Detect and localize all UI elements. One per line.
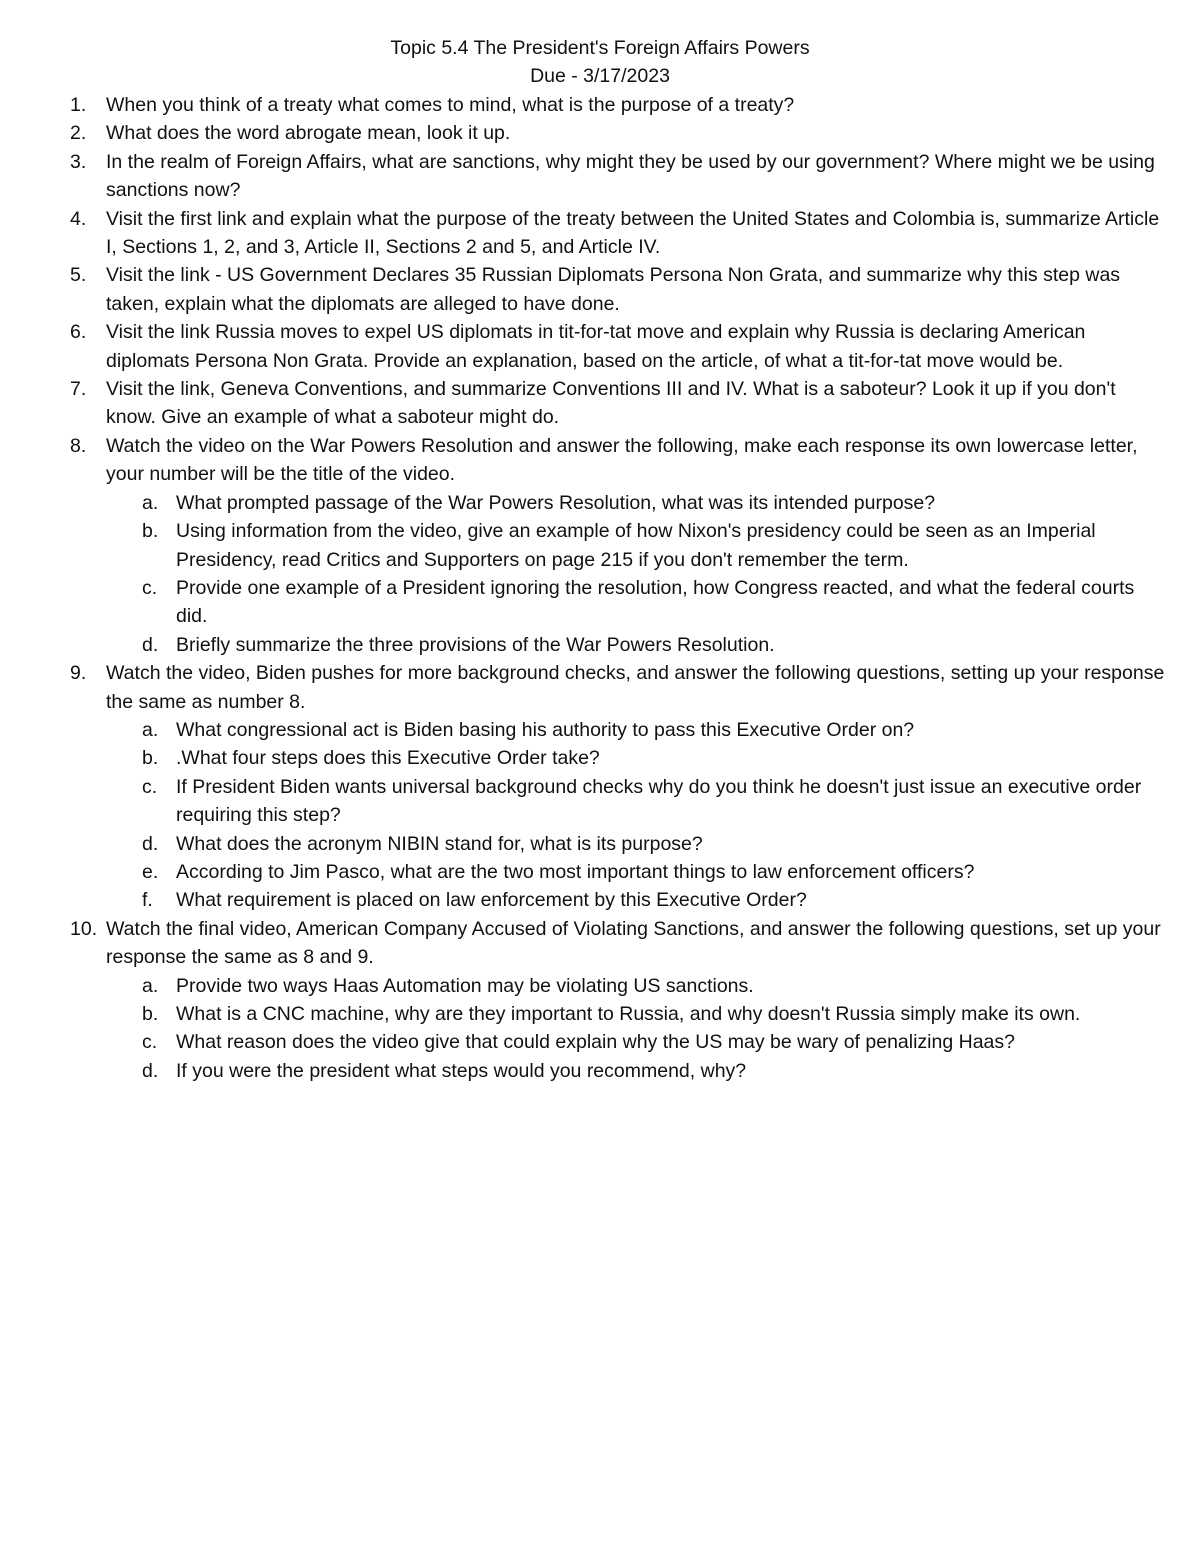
question-text: Watch the video on the War Powers Resolution and answer the following, make each response its own lowercase letter, your number will be the title of the video.	[106, 434, 1138, 486]
question-item	[0, 91, 1200, 119]
sub-question-item	[106, 858, 1166, 886]
sub-question-item	[106, 773, 1166, 830]
question-item	[0, 432, 1200, 659]
question-list	[0, 91, 1200, 1085]
sub-question-letter: c.	[142, 1031, 158, 1054]
due-date: Due - 3/17/2023	[530, 65, 670, 88]
sub-question-text: Provide two ways Haas Automation may be violating US sanctions.	[176, 974, 754, 997]
sub-question-letter: c.	[142, 576, 158, 599]
sub-question-list	[106, 489, 1166, 659]
sub-question-letter: d.	[142, 832, 159, 855]
question-item	[0, 659, 1200, 915]
sub-question-item	[106, 972, 1166, 1000]
sub-question-text: What reason does the video give that could explain why the US may be wary of penalizing Haas?	[176, 1031, 1015, 1054]
sub-question-text: Provide one example of a President ignoring the resolution, how Congress reacted, and what the federal courts did.	[176, 576, 1135, 628]
sub-question-text: .What four steps does this Executive Order take?	[176, 747, 600, 770]
sub-question-text: What prompted passage of the War Powers Resolution, what was its intended purpose?	[176, 491, 936, 514]
question-number: 6.	[70, 321, 87, 344]
question-number: 10.	[70, 917, 98, 940]
question-number: 3.	[70, 150, 87, 173]
document-header	[0, 34, 1200, 91]
sub-question-letter: c.	[142, 775, 158, 798]
question-text: When you think of a treaty what comes to mind, what is the purpose of a treaty?	[106, 94, 795, 116]
sub-question-text: What requirement is placed on law enforcement by this Executive Order?	[176, 889, 807, 912]
question-number: 4.	[70, 207, 87, 230]
question-text: In the realm of Foreign Affairs, what are sanctions, why might they be used by our government? Where might we be using sanctions now?	[106, 150, 1155, 202]
sub-question-text: What congressional act is Biden basing his authority to pass this Executive Order on?	[176, 718, 915, 741]
question-text: What does the word abrogate mean, look it up.	[106, 122, 511, 145]
question-item	[0, 148, 1200, 205]
sub-question-letter: b.	[142, 1003, 159, 1025]
question-number: 5.	[70, 264, 87, 287]
sub-question-item	[106, 716, 1166, 744]
sub-question-item	[106, 1057, 1166, 1085]
sub-question-letter: a.	[142, 491, 159, 514]
document-title: Topic 5.4 The President's Foreign Affairs Powers	[390, 37, 810, 59]
question-number: 9.	[70, 662, 87, 685]
question-item	[0, 318, 1200, 375]
sub-question-letter: f.	[142, 889, 153, 912]
question-item	[0, 261, 1200, 318]
sub-question-letter: d.	[142, 633, 159, 656]
sub-question-letter: d.	[142, 1059, 159, 1082]
sub-question-list	[106, 716, 1166, 915]
question-number: 7.	[70, 378, 87, 401]
sub-question-item	[106, 830, 1166, 858]
sub-question-item	[106, 744, 1166, 772]
sub-question-list	[106, 972, 1166, 1086]
question-text: Watch the final video, American Company Accused of Violating Sanctions, and answer the following questions, set up your response the same as 8 and 9.	[106, 917, 1161, 969]
sub-question-text: Briefly summarize the three provisions of the War Powers Resolution.	[176, 633, 775, 656]
sub-question-item	[106, 631, 1166, 659]
sub-question-text: If President Biden wants universal background checks why do you think he doesn't just issue an executive order requiring this step?	[176, 775, 1142, 827]
question-text: Watch the video, Biden pushes for more background checks, and answer the following questions, setting up your response the same as number 8.	[106, 662, 1165, 713]
sub-question-text: What is a CNC machine, why are they important to Russia, and why doesn't Russia simply make its own.	[176, 1003, 1081, 1025]
question-number: 2.	[70, 122, 87, 145]
sub-question-item	[106, 886, 1166, 914]
sub-question-text: If you were the president what steps would you recommend, why?	[176, 1059, 747, 1082]
sub-question-text: Using information from the video, give an example of how Nixon's presidency could be seen as an Imperial Presidency, read Critics and Supporters on page 215 if you don't remember the term.	[176, 520, 1096, 571]
sub-question-letter: a.	[142, 718, 159, 741]
sub-question-item	[106, 517, 1166, 574]
sub-question-letter: b.	[142, 520, 159, 543]
question-text: Visit the link Russia moves to expel US diplomats in tit-for-tat move and explain why Russia is declaring American diplomats Persona Non Grata. Provide an explanation, based on the article, of what a tit-for-tat move would be.	[106, 321, 1086, 372]
sub-question-letter: a.	[142, 974, 159, 997]
question-text: Visit the link, Geneva Conventions, and summarize Conventions III and IV. What is a saboteur? Look it up if you don't know. Give an example of what a saboteur might do.	[106, 378, 1116, 429]
sub-question-item	[106, 489, 1166, 517]
question-item	[0, 375, 1200, 432]
question-text: Visit the link - US Government Declares 35 Russian Diplomats Persona Non Grata, and summarize why this step was taken, explain what the diplomats are alleged to have done.	[106, 264, 1121, 315]
question-item	[0, 205, 1200, 262]
question-item	[0, 915, 1200, 1085]
sub-question-item	[106, 1000, 1166, 1028]
sub-question-text: According to Jim Pasco, what are the two most important things to law enforcement officers?	[176, 860, 975, 883]
sub-question-text: What does the acronym NIBIN stand for, what is its purpose?	[176, 832, 703, 855]
sub-question-letter: b.	[142, 747, 159, 770]
question-item	[0, 119, 1200, 147]
question-text: Visit the first link and explain what the purpose of the treaty between the United States and Colombia is, summarize Article I, Sections 1, 2, and 3, Article II, Sections 2 and 5, and Article IV.	[106, 207, 1160, 259]
sub-question-letter: e.	[142, 860, 159, 883]
sub-question-item	[106, 1028, 1166, 1056]
question-number: 8.	[70, 434, 87, 457]
sub-question-item	[106, 574, 1166, 631]
question-number: 1.	[70, 94, 87, 116]
